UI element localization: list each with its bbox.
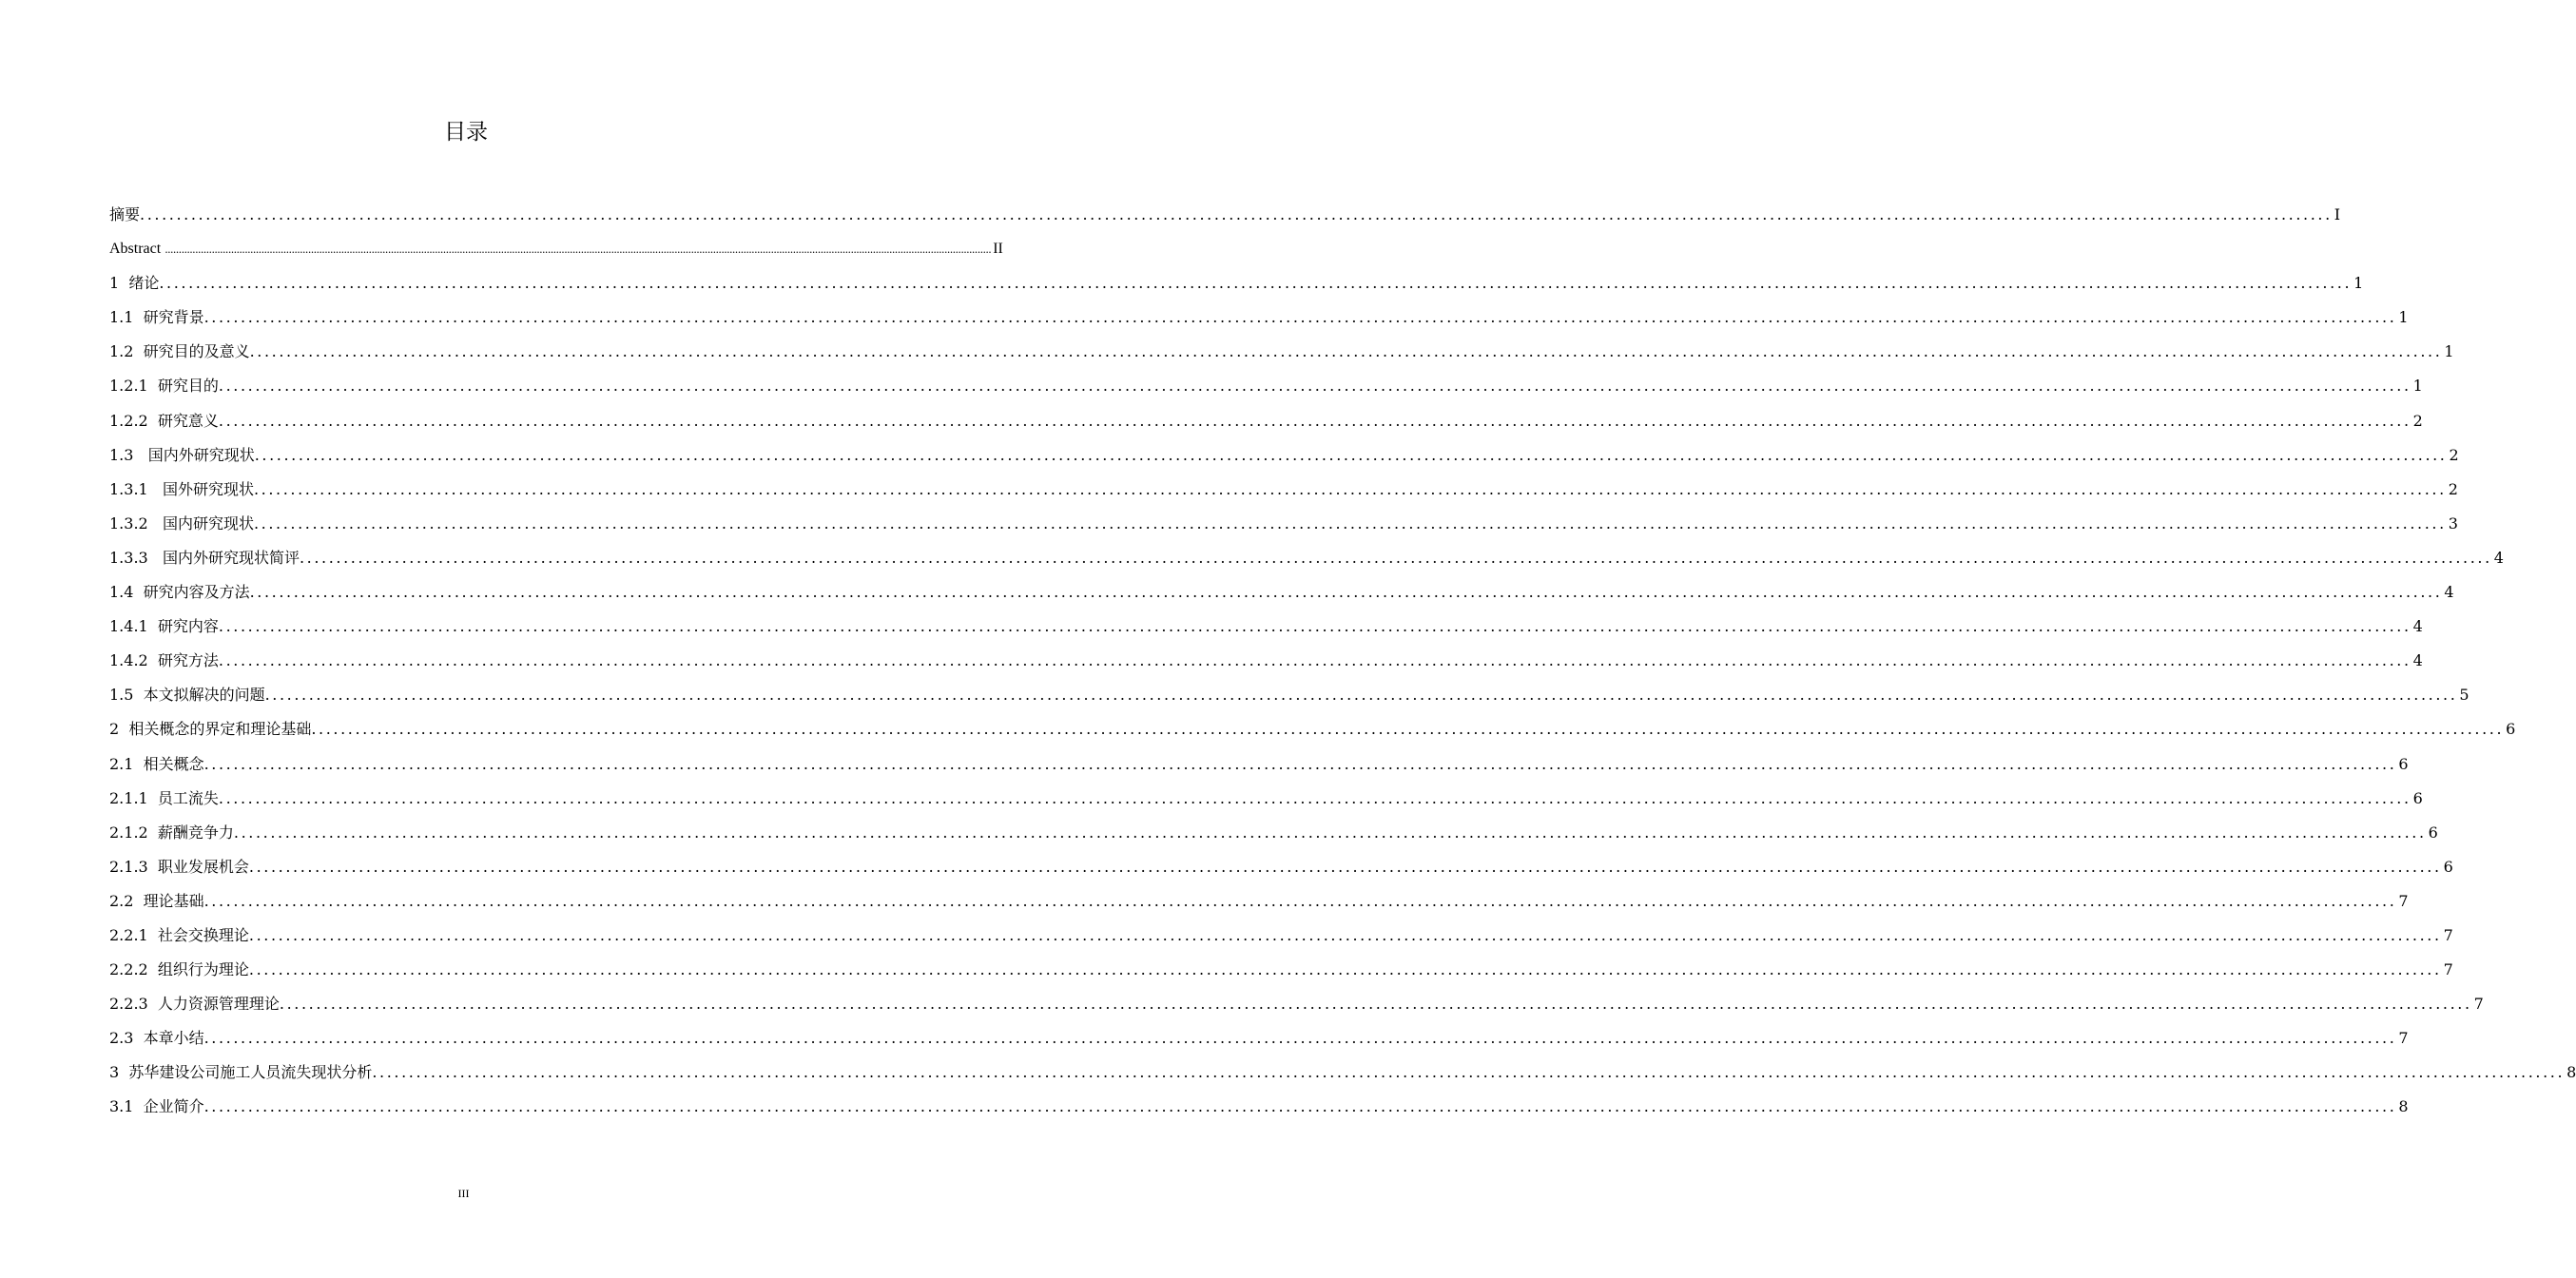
toc-entry-page-number: 1 <box>2412 377 2423 396</box>
toc-entry[interactable] <box>109 1059 2576 1094</box>
toc-dot-leader: ............................................................................................................................................................................................................................................................................................................ <box>248 925 2442 944</box>
toc-entry-label: 1.4.2 研究方法 <box>109 651 219 670</box>
toc-entry-page-number: 6 <box>2412 788 2423 807</box>
toc-entry-label: 1.5 本文拟解决的问题 <box>109 686 265 705</box>
toc-dot-leader: ............................................................................................................................................................................................................................................................................................................ <box>203 754 2397 773</box>
toc-dot-leader: ............................................................................................................................................................................................................................................................................................................ <box>203 308 2397 327</box>
toc-entry-page-number: 6 <box>2428 823 2438 842</box>
toc-entry-label: 1.3.3 国内外研究现状简评 <box>109 548 300 567</box>
toc-entry[interactable] <box>109 579 2454 613</box>
toc-dot-leader: ............................................................................................................................................................................................................................................................................................................ <box>203 1029 2397 1048</box>
toc-dot-leader: ............................................................................................................................................................................................................................................................................................................ <box>140 205 2333 223</box>
toc-dot-leader: ............................................................................................................................................................................................................................................................................................................ <box>218 651 2411 670</box>
toc-dot-leader: ............................................................................................................................................................................................................................................................................................................ <box>311 720 2505 739</box>
toc-dot-leader: ............................................................................................................................................................................................................................................................................................................ <box>248 960 2442 979</box>
toc-entry-page-number: 5 <box>2459 686 2469 705</box>
toc-entry[interactable] <box>109 373 2423 407</box>
toc-dot-leader: ............................................................................................................................................................................................................................................................................................................ <box>218 788 2411 807</box>
toc-entry-label: 1.2.2 研究意义 <box>109 411 219 430</box>
toc-entry-label: 1.2 研究目的及意义 <box>109 342 250 361</box>
toc-entry[interactable] <box>109 1094 2409 1128</box>
footer-page-number: III <box>457 1187 470 1200</box>
toc-entry-label: Abstract <box>109 241 165 258</box>
toc-entry-label: 1.3 国内外研究现状 <box>109 445 255 464</box>
toc-entry-page-number: 2 <box>2449 445 2459 464</box>
toc-entry-label: 1.3.1 国外研究现状 <box>109 479 254 498</box>
toc-entry-label: 2.2.2 组织行为理论 <box>109 960 249 979</box>
toc-dot-leader: ............................................................................................................................................................................................................................................................................................................ <box>299 548 2492 567</box>
toc-entry[interactable] <box>109 751 2409 785</box>
toc-title: 目录 <box>444 120 488 145</box>
toc-entry[interactable] <box>109 339 2454 373</box>
toc-entry-label: 2.2.1 社会交换理论 <box>109 925 249 944</box>
toc-entry[interactable] <box>109 202 2341 236</box>
toc-entry[interactable] <box>109 1025 2409 1059</box>
toc-entry[interactable] <box>109 442 2459 476</box>
toc-entry[interactable] <box>109 888 2409 922</box>
toc-entry-label: 2.1.2 薪酬竞争力 <box>109 823 234 842</box>
toc-entry[interactable] <box>109 236 1003 270</box>
toc-entry-label: 1 绪论 <box>109 274 160 293</box>
toc-dot-leader: ............................................................................................................................................................................................................................................................................................................ <box>372 1063 2566 1082</box>
toc-entry-page-number: 7 <box>2443 925 2453 944</box>
toc-dot-leader: ............................................................................................................................................................................................................................................................................................................ <box>218 377 2411 396</box>
toc-entry-label: 3.1 企业简介 <box>109 1097 204 1116</box>
toc-dot-leader: ............................................................................................................................................................................................................................................................................................................ <box>165 243 992 257</box>
toc-entry-label: 2.3 本章小结 <box>109 1029 204 1048</box>
toc-entry-label: 1.4 研究内容及方法 <box>109 583 250 602</box>
toc-entry-label: 摘要 <box>109 205 141 223</box>
toc-entry-label: 2.2 理论基础 <box>109 891 204 910</box>
toc-entry-page-number: I <box>2334 205 2341 223</box>
toc-dot-leader: ............................................................................................................................................................................................................................................................................................................ <box>254 445 2448 464</box>
toc-entry[interactable] <box>109 648 2423 682</box>
toc-dot-leader: ............................................................................................................................................................................................................................................................................................................ <box>279 995 2472 1014</box>
toc-dot-leader: ............................................................................................................................................................................................................................................................................................................ <box>218 411 2411 430</box>
toc-entry-label: 2.1.3 职业发展机会 <box>109 857 249 876</box>
toc-entry[interactable] <box>109 270 2364 304</box>
toc-dot-leader: ............................................................................................................................................................................................................................................................................................................ <box>203 1097 2397 1116</box>
toc-entry-label: 1.4.1 研究内容 <box>109 617 219 636</box>
toc-entry-page-number: 6 <box>2506 720 2516 739</box>
toc-entry-label: 2.1.1 员工流失 <box>109 788 219 807</box>
toc-entry-page-number: 4 <box>2444 583 2454 602</box>
toc-entry[interactable] <box>109 957 2453 991</box>
toc-entry[interactable] <box>109 476 2458 511</box>
toc-entry-page-number: 7 <box>2398 1029 2409 1048</box>
toc-entry-page-number: 4 <box>2412 651 2423 670</box>
toc-dot-leader: ............................................................................................................................................................................................................................................................................................................ <box>253 513 2447 532</box>
toc-dot-leader: ............................................................................................................................................................................................................................................................................................................ <box>249 342 2443 361</box>
toc-entry-page-number: 6 <box>2398 754 2409 773</box>
toc-entry[interactable] <box>109 922 2453 957</box>
toc-entry-page-number: 1 <box>2398 308 2409 327</box>
toc-entry-page-number: 3 <box>2448 513 2458 532</box>
toc-entry[interactable] <box>109 785 2423 820</box>
toc-entry-label: 1.1 研究背景 <box>109 308 204 327</box>
toc-entry-label: 1.3.2 国内研究现状 <box>109 513 254 532</box>
toc-list <box>109 202 2576 1129</box>
toc-dot-leader: ............................................................................................................................................................................................................................................................................................................ <box>233 823 2427 842</box>
toc-entry-page-number: 7 <box>2473 995 2484 1014</box>
toc-entry[interactable] <box>109 408 2423 442</box>
toc-dot-leader: ............................................................................................................................................................................................................................................................................................................ <box>249 583 2443 602</box>
toc-entry[interactable] <box>109 682 2469 716</box>
toc-entry-page-number: 2 <box>2412 411 2423 430</box>
toc-entry[interactable] <box>109 511 2458 545</box>
toc-entry[interactable] <box>109 820 2438 854</box>
toc-entry[interactable] <box>109 991 2484 1025</box>
toc-entry-page-number: 1 <box>2353 274 2364 293</box>
toc-dot-leader: ............................................................................................................................................................................................................................................................................................................ <box>159 274 2353 293</box>
toc-entry-page-number: II <box>993 241 1003 258</box>
toc-entry-label: 2.2.3 人力资源管理理论 <box>109 995 280 1014</box>
toc-entry-label: 1.2.1 研究目的 <box>109 377 219 396</box>
toc-dot-leader: ............................................................................................................................................................................................................................................................................................................ <box>248 857 2442 876</box>
toc-entry[interactable] <box>109 304 2409 339</box>
toc-entry[interactable] <box>109 545 2504 579</box>
toc-entry-page-number: 8 <box>2398 1097 2409 1116</box>
toc-dot-leader: ............................................................................................................................................................................................................................................................................................................ <box>218 617 2411 636</box>
toc-entry-page-number: 7 <box>2443 960 2453 979</box>
toc-entry-page-number: 4 <box>2493 548 2504 567</box>
toc-entry-label: 3 苏华建设公司施工人员流失现状分析 <box>109 1063 373 1082</box>
toc-entry-page-number: 2 <box>2448 479 2458 498</box>
toc-entry-page-number: 4 <box>2412 617 2423 636</box>
toc-entry-page-number: 1 <box>2444 342 2454 361</box>
toc-entry[interactable] <box>109 854 2453 888</box>
toc-entry[interactable] <box>109 716 2516 750</box>
toc-entry-page-number: 7 <box>2398 891 2409 910</box>
toc-dot-leader: ............................................................................................................................................................................................................................................................................................................ <box>253 479 2447 498</box>
toc-entry-page-number: 8 <box>2566 1063 2576 1082</box>
toc-entry-label: 2.1 相关概念 <box>109 754 204 773</box>
toc-dot-leader: ............................................................................................................................................................................................................................................................................................................ <box>203 891 2397 910</box>
toc-entry-label: 2 相关概念的界定和理论基础 <box>109 720 312 739</box>
toc-dot-leader: ............................................................................................................................................................................................................................................................................................................ <box>264 686 2458 705</box>
toc-entry-page-number: 6 <box>2443 857 2453 876</box>
toc-entry[interactable] <box>109 613 2423 648</box>
